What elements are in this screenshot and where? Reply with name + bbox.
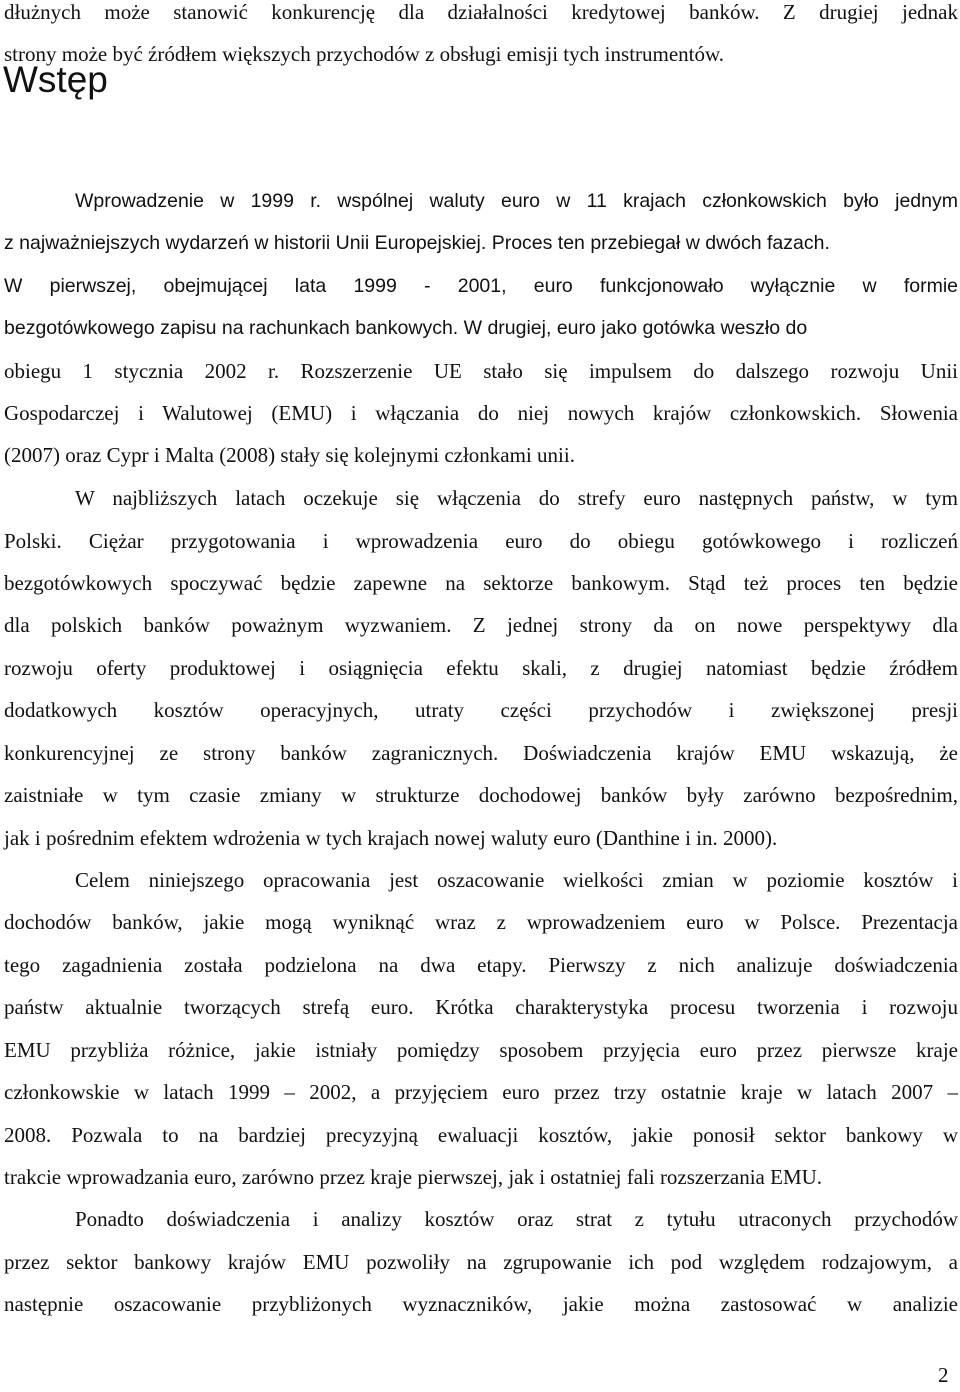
- text-line: dochodów banków, jakie mogą wyniknąć wraz z wprowadzeniem euro w Polsce. Prezentacja: [4, 910, 958, 934]
- text-line: dodatkowych kosztów operacyjnych, utraty części przychodów i zwiększonej presji: [4, 698, 958, 722]
- text-line: (2007) oraz Cypr i Malta (2008) stały się kolejnymi członkami unii.: [4, 443, 575, 467]
- text-line: W pierwszej, obejmującej lata 1999 - 2001, euro funkcjonowało wyłącznie w formie: [4, 275, 958, 297]
- text-line: konkurencyjnej ze strony banków zagranicznych. Doświadczenia krajów EMU wskazują, że: [4, 741, 958, 765]
- text-line: państw aktualnie tworzących strefą euro. Krótka charakterystyka procesu tworzenia i rozwoju: [4, 995, 958, 1019]
- text-line: Gospodarczej i Walutowej (EMU) i włączania do niej nowych krajów członkowskich. Słowenia: [4, 401, 958, 425]
- text-line: 2008. Pozwala to na bardziej precyzyjną ewaluacji kosztów, jakie ponosił sektor bankowy w: [4, 1123, 958, 1147]
- text-line: Celem niniejszego opracowania jest oszacowanie wielkości zmian w poziomie kosztów i: [75, 868, 958, 892]
- text-line: tego zagadnienia została podzielona na dwa etapy. Pierwszy z nich analizuje doświadczenia: [4, 953, 958, 977]
- text-line: przez sektor bankowy krajów EMU pozwoliły na zgrupowanie ich pod względem rodzajowym, a: [4, 1250, 958, 1274]
- page-number: 2: [938, 1363, 949, 1387]
- section-heading: Wstęp: [3, 59, 108, 100]
- text-line: członkowskie w latach 1999 – 2002, a przyjęciem euro przez trzy ostatnie kraje w latach 2007 –: [4, 1080, 958, 1104]
- text-line: W najbliższych latach oczekuje się włączenia do strefy euro następnych państw, w tym: [75, 486, 958, 510]
- text-line: dłużnych może stanowić konkurencję dla działalności kredytowej banków. Z drugiej jednak: [4, 0, 958, 24]
- text-line: zaistniałe w tym czasie zmiany w strukturze dochodowej banków były zarówno bezpośrednim,: [4, 783, 958, 807]
- text-line: bezgotówkowego zapisu na rachunkach bankowych. W drugiej, euro jako gotówka weszło do: [4, 317, 808, 339]
- text-line: Ponadto doświadczenia i analizy kosztów oraz strat z tytułu utraconych przychodów: [75, 1207, 958, 1231]
- text-line: bezgotówkowych spoczywać będzie zapewne na sektorze bankowym. Stąd też proces ten będzie: [4, 571, 958, 595]
- text-line: rozwoju oferty produktowej i osiągnięcia efektu skali, z drugiej natomiast będzie źródłem: [4, 656, 958, 680]
- text-line: EMU przybliża różnice, jakie istniały pomiędzy sposobem przyjęcia euro przez pierwsze kraje: [4, 1038, 958, 1062]
- text-line: strony może być źródłem większych przychodów z obsługi emisji tych instrumentów.: [4, 42, 725, 66]
- text-line: z najważniejszych wydarzeń w historii Unii Europejskiej. Proces ten przebiegał w dwóch fazach.: [4, 232, 830, 254]
- text-line: Polski. Ciężar przygotowania i wprowadzenia euro do obiegu gotówkowego i rozliczeń: [4, 529, 958, 553]
- text-line: obiegu 1 stycznia 2002 r. Rozszerzenie UE stało się impulsem do dalszego rozwoju Unii: [4, 359, 958, 383]
- text-line: jak i pośrednim efektem wdrożenia w tych krajach nowej waluty euro (Danthine i in. 2000).: [4, 826, 778, 850]
- text-line: następnie oszacowanie przybliżonych wyznaczników, jakie można zastosować w analizie: [4, 1292, 958, 1316]
- text-line: trakcie wprowadzania euro, zarówno przez kraje pierwszej, jak i ostatniej fali rozszerzania EMU.: [4, 1165, 823, 1189]
- text-line: Wprowadzenie w 1999 r. wspólnej waluty euro w 11 krajach członkowskich było jednym: [75, 190, 958, 212]
- text-line: dla polskich banków poważnym wyzwaniem. Z jednej strony da on nowe perspektywy dla: [4, 613, 958, 637]
